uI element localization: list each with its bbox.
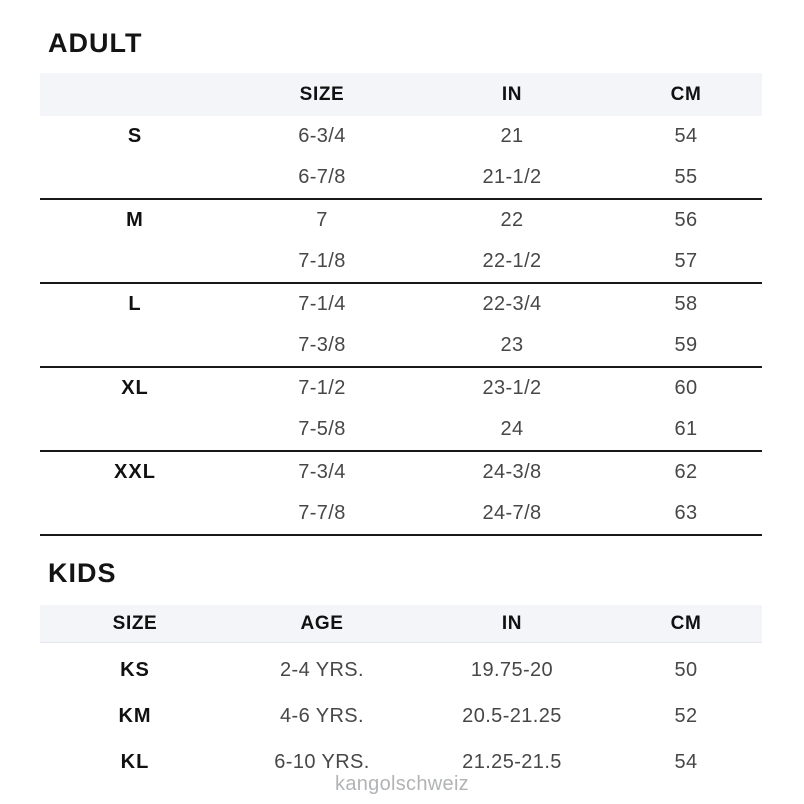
cm-cell: 52 (674, 705, 698, 727)
size-label-cell: KM (118, 705, 152, 727)
kids-table-header-row (40, 605, 762, 643)
hat-size-cell: 6-7/8 (298, 166, 346, 188)
inches-cell: 22-3/4 (482, 293, 542, 315)
age-cell: 6-10 YRS. (274, 751, 370, 773)
table-row (40, 116, 762, 157)
size-label-cell: S (127, 125, 143, 147)
cm-cell: 63 (674, 502, 698, 524)
size-label-cell (40, 325, 230, 366)
hat-size-cell: 7-7/8 (298, 502, 346, 524)
kids-column-header-size: SIZE (112, 613, 158, 634)
size-label-cell: KL (120, 751, 150, 773)
hat-size-cell: 7-1/4 (298, 293, 346, 315)
adult-table-header-row (40, 73, 762, 116)
kids-table-body (40, 647, 762, 785)
inches-cell: 23-1/2 (482, 377, 542, 399)
table-row (40, 200, 762, 241)
hat-size-cell: 7-5/8 (298, 418, 346, 440)
inches-cell: 21-1/2 (482, 166, 542, 188)
adult-size-table (40, 73, 762, 536)
site-watermark: kangolschweiz (335, 773, 469, 795)
size-label-cell (40, 493, 230, 534)
hat-size-cell: 7-3/8 (298, 334, 346, 356)
inches-cell: 22 (500, 209, 524, 231)
cm-cell: 60 (674, 377, 698, 399)
adult-column-header-in: IN (501, 84, 523, 105)
hat-size-cell: 6-3/4 (298, 125, 346, 147)
adult-section-title: ADULT (48, 28, 143, 58)
adult-column-header-cm: CM (670, 84, 702, 105)
adult-size-group-l (40, 284, 762, 368)
kids-size-table (40, 605, 762, 785)
size-label-cell (40, 241, 230, 282)
adult-column-header-size: SIZE (299, 84, 345, 105)
inches-cell: 22-1/2 (482, 250, 542, 272)
table-row (40, 493, 762, 534)
cm-cell: 62 (674, 461, 698, 483)
table-row (40, 647, 762, 693)
size-label-cell: XXL (114, 461, 156, 483)
adult-section (40, 28, 762, 536)
age-cell: 4-6 YRS. (280, 705, 364, 727)
size-label-cell: M (126, 209, 144, 231)
age-cell: 2-4 YRS. (280, 659, 364, 681)
hat-size-cell: 7 (316, 209, 328, 231)
kids-section-title: KIDS (48, 558, 117, 588)
hat-size-cell: 7-1/2 (298, 377, 346, 399)
table-row (40, 368, 762, 409)
inches-cell: 24-3/8 (482, 461, 542, 483)
inches-cell: 24-7/8 (482, 502, 542, 524)
table-row (40, 409, 762, 450)
adult-column-header-blank (40, 73, 230, 116)
hat-size-cell: 7-1/8 (298, 250, 346, 272)
size-label-cell: KS (120, 659, 150, 681)
size-label-cell (40, 157, 230, 198)
table-row (40, 693, 762, 739)
table-row (40, 325, 762, 366)
cm-cell: 54 (674, 751, 698, 773)
size-label-cell: XL (121, 377, 149, 399)
size-label-cell (40, 409, 230, 450)
kids-section (40, 558, 762, 785)
inches-cell: 19.75-20 (470, 659, 554, 681)
cm-cell: 58 (674, 293, 698, 315)
inches-cell: 21 (500, 125, 524, 147)
table-row (40, 157, 762, 198)
table-row (40, 241, 762, 282)
cm-cell: 50 (674, 659, 698, 681)
kids-column-header-age: AGE (300, 613, 344, 634)
hat-size-cell: 7-3/4 (298, 461, 346, 483)
adult-size-group-xl (40, 368, 762, 452)
adult-size-group-m (40, 200, 762, 284)
cm-cell: 55 (674, 166, 698, 188)
inches-cell: 21.25-21.5 (462, 751, 562, 773)
cm-cell: 57 (674, 250, 698, 272)
cm-cell: 56 (674, 209, 698, 231)
kids-column-header-in: IN (501, 613, 523, 634)
adult-size-group-xxl (40, 452, 762, 536)
table-row (40, 284, 762, 325)
cm-cell: 61 (674, 418, 698, 440)
size-label-cell: L (128, 293, 142, 315)
inches-cell: 23 (500, 334, 524, 356)
inches-cell: 20.5-21.25 (462, 705, 562, 727)
cm-cell: 54 (674, 125, 698, 147)
table-row (40, 452, 762, 493)
adult-size-group-s (40, 116, 762, 200)
cm-cell: 59 (674, 334, 698, 356)
kids-column-header-cm: CM (670, 613, 702, 634)
inches-cell: 24 (500, 418, 524, 440)
